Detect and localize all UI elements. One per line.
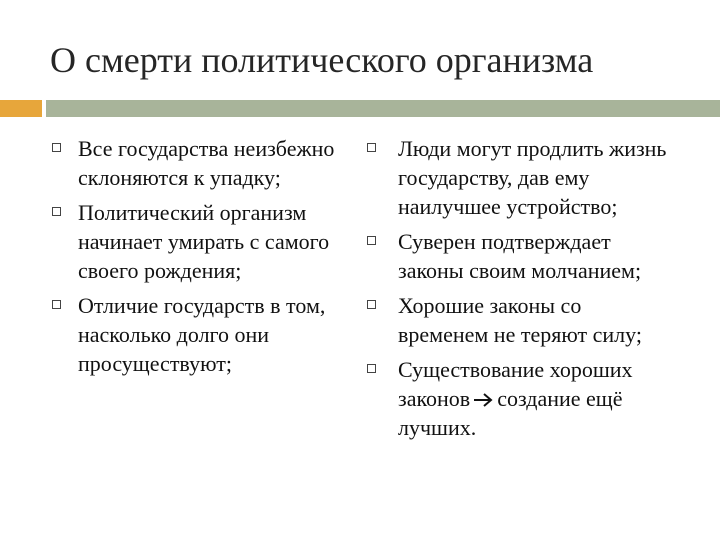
list-item-text-before: Существование хороших законов: [398, 357, 633, 411]
square-bullet-icon: [52, 143, 61, 152]
square-bullet-icon: [367, 143, 376, 152]
square-bullet-icon: [367, 364, 376, 373]
square-bullet-icon: [367, 236, 376, 245]
accent-bar-green: [46, 100, 720, 117]
list-item-text: Суверен подтверждает законы своим молчанием;: [398, 229, 642, 283]
list-item: [363, 134, 673, 221]
list-item-text: Хорошие законы со временем не теряют силу;: [398, 293, 642, 347]
list-item-text-after: создание ещё лучших.: [398, 386, 623, 440]
slide-title: О смерти политического организма: [50, 40, 594, 80]
list-item: [46, 291, 358, 378]
list-item: [46, 134, 358, 192]
list-item: [363, 355, 673, 442]
right-column: [363, 134, 673, 448]
list-item-text: Политический организм начинает умирать с самого своего рождения;: [78, 200, 330, 283]
square-bullet-icon: [367, 300, 376, 309]
list-item-text: Все государства неизбежно склоняются к упадку;: [78, 136, 335, 190]
list-item-text: Отличие государств в том, насколько долго они просуществуют;: [78, 293, 326, 376]
right-arrow-icon: [473, 393, 493, 407]
accent-bar-orange: [0, 100, 42, 117]
left-column: [46, 134, 358, 384]
list-item: [363, 227, 673, 285]
list-item-text: Люди могут продлить жизнь государству, дав ему наилучшее устройство;: [398, 136, 667, 219]
square-bullet-icon: [52, 300, 61, 309]
list-item: [363, 291, 673, 349]
list-item: [46, 198, 358, 285]
square-bullet-icon: [52, 207, 61, 216]
